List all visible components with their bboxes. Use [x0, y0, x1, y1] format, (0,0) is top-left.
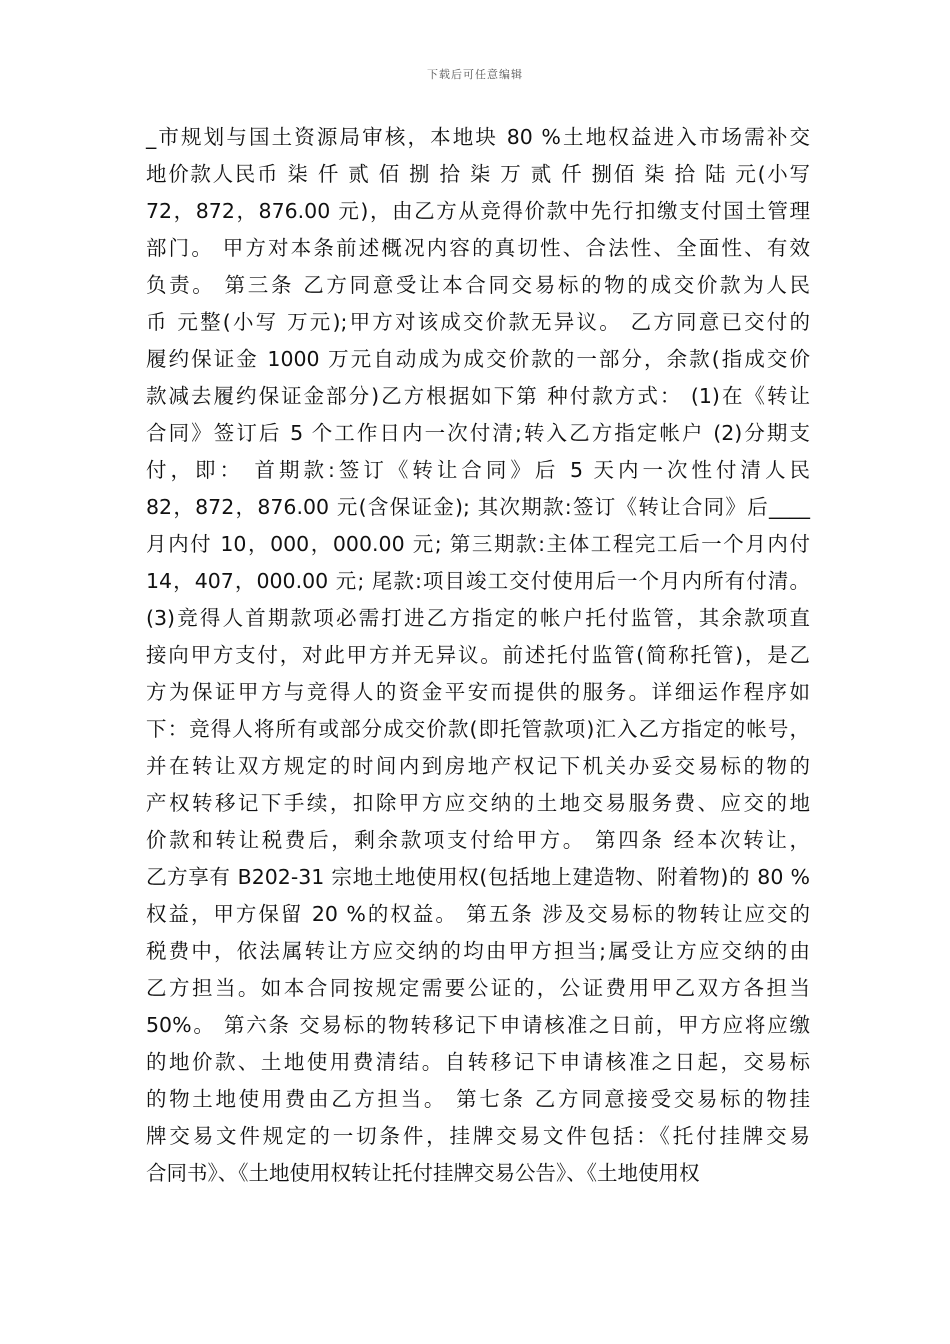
- text-line: 72，872，876.00 元)，由乙方从竞得价款中先行扣缴支付国土管理: [146, 199, 810, 223]
- text-line: 50%。 第六条 交易标的物转移记下申请核准之日前，甲方应将应缴: [146, 1013, 810, 1037]
- text-line: (3)竞得人首期款项必需打进乙方指定的帐户托付监管，其余款项直: [146, 606, 810, 630]
- text-line: 14，407，000.00 元; 尾款:项目竣工交付使用后一个月内所有付清。: [146, 569, 810, 593]
- text-line: 并在转让双方规定的时间内到房地产权记下机关办妥交易标的物的: [146, 754, 810, 778]
- text-line: 履约保证金 1000 万元自动成为成交价款的一部分，余款(指成交价: [146, 347, 810, 371]
- text-line: 合同书》、《土地使用权转让托付挂牌交易公告》、《土地使用权: [146, 1161, 700, 1185]
- text-line: 月内付 10，000，000.00 元; 第三期款:主体工程完工后一个月内付: [146, 532, 810, 556]
- text-line: 的地价款、土地使用费清结。自转移记下申请核准之日起，交易标: [146, 1050, 810, 1074]
- text-line: 下：竞得人将所有或部分成交价款(即托管款项)汇入乙方指定的帐号，: [146, 717, 810, 741]
- text-line: 乙方担当。如本合同按规定需要公证的，公证费用甲乙双方各担当: [146, 976, 810, 1000]
- text-line: 地价款人民币 柒 仟 贰 佰 捌 拾 柒 万 贰 仟 捌佰 柒 拾 陆 元(小写: [146, 162, 810, 186]
- text-line: 价款和转让税费后，剩余款项支付给甲方。 第四条 经本次转让，: [146, 828, 810, 852]
- text-line: 牌交易文件规定的一切条件，挂牌交易文件包括：《托付挂牌交易: [146, 1124, 810, 1148]
- text-line: _市规划与国土资源局审核，本地块 80 %土地权益进入市场需补交: [146, 125, 810, 149]
- text-line: 产权转移记下手续，扣除甲方应交纳的土地交易服务费、应交的地: [146, 791, 810, 815]
- text-line: 权益，甲方保留 20 %的权益。 第五条 涉及交易标的物转让应交的: [146, 902, 810, 926]
- page-header: 下载后可任意编辑: [427, 68, 523, 81]
- text-line: 款减去履约保证金部分)乙方根据如下第 种付款方式： (1)在《转让: [146, 384, 810, 408]
- text-line: 的物土地使用费由乙方担当。 第七条 乙方同意接受交易标的物挂: [146, 1087, 810, 1111]
- text-line: 合同》签订后 5 个工作日内一次付清;转入乙方指定帐户 (2)分期支: [146, 421, 810, 445]
- text-line: 付，即： 首期款:签订《转让合同》后 5 天内一次性付清人民: [146, 458, 810, 482]
- document-body: [146, 119, 810, 1192]
- text-line: 币 元整(小写 万元);甲方对该成交价款无异议。 乙方同意已交付的: [146, 310, 810, 334]
- text-line: 接向甲方支付，对此甲方并无异议。前述托付监管(简称托管)，是乙: [146, 643, 810, 667]
- text-line: 部门。 甲方对本条前述概况内容的真切性、合法性、全面性、有效: [146, 236, 810, 260]
- text-line: 82，872，876.00 元(含保证金); 其次期款:签订《转让合同》后____: [146, 495, 810, 519]
- text-line: 税费中，依法属转让方应交纳的均由甲方担当;属受让方应交纳的由: [146, 939, 810, 963]
- text-line: 负责。 第三条 乙方同意受让本合同交易标的物的成交价款为人民: [146, 273, 810, 297]
- text-line: 方为保证甲方与竞得人的资金平安而提供的服务。详细运作程序如: [146, 680, 810, 704]
- text-line: 乙方享有 B202-31 宗地土地使用权(包括地上建造物、附着物)的 80 %: [146, 865, 810, 889]
